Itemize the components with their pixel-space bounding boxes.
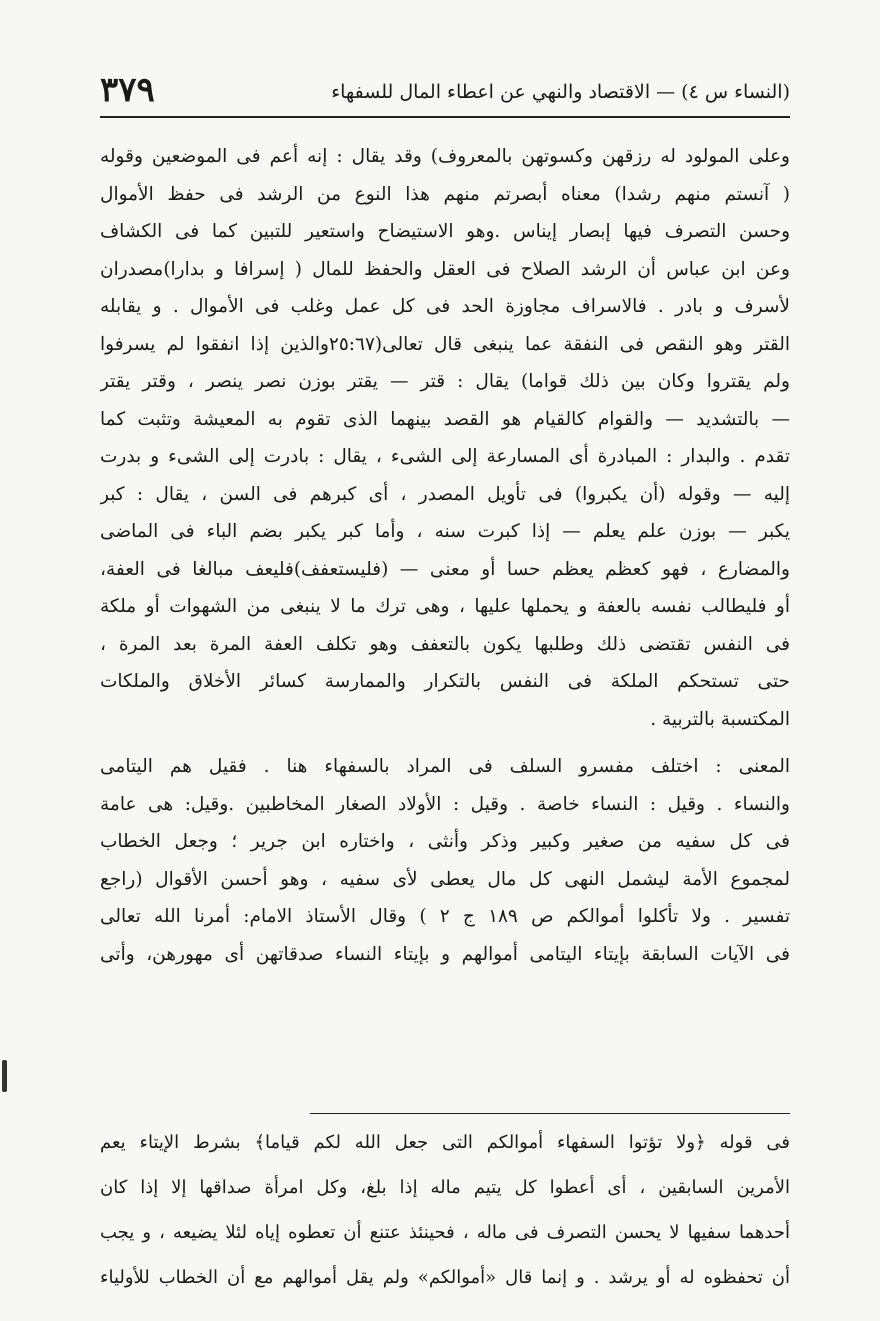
meaning-line: فى الآيات السابقة بإيتاء اليتامى أموالهم و بإيتاء النساء صدقاتهن أى مهورهن، وأتى [100,943,790,965]
text-line: القتر وهو النقص فى النفقة عما ينبغى قال تعالى(٢٥:٦٧والذين إذا انفقوا لم يسرفوا [100,333,790,355]
page-header [100,70,790,118]
footnote-line: الأمرين السابقين ، أى أعطوا كل يتيم ماله إذا بلغ، وكل امرأة صداقها إلا إذا كان [100,1177,790,1198]
page-number: ٣٧٩ [100,70,155,110]
meaning-line: تفسير . ولا تأكلوا أموالكم ص ١٨٩ ج ٢ ) وقال الأستاذ الامام: أمرنا الله تعالى [100,906,790,927]
footnote-line: أن تحفظوه له أو يرشد . و إنما قال «أموالكم» ولم يقل أموالهم مع أن الخطاب للأولياء [100,1267,790,1288]
main-text [100,138,790,973]
text-line: أو فليطالب نفسه بالعفة و يحملها عليها ، وهى ترك ما لا ينبغى من الشهوات أو ملكة [100,596,790,617]
text-line: يكبر — بوزن علم يعلم — إذا كبرت سنه ، وأما كبر يكبر بضم الباء فى الماضى [100,521,790,542]
meaning-line: والنساء . وقيل : النساء خاصة . وقيل : الأولاد الصغار المخاطبين .وقيل: هى عامة [100,793,790,815]
footnote-line: فى قوله ﴿ولا تؤتوا السفهاء أموالكم التى جعل الله لكم قياما﴾ بشرط الإيتاء يعم [100,1132,790,1153]
header-rule [100,116,790,118]
text-line: ولم يقتروا وكان بين ذلك قواما) يقال : قتر — يقتر بوزن نصر ينصر ، وقتر يقتر [100,371,790,392]
meaning-line: المعنى : اختلف مفسرو السلف فى المراد بالسفهاء هنا . فقيل هم اليتامى [100,756,790,777]
text-line: وعن ابن عباس أن الرشد الصلاح فى العقل والحفظ للمال ( إسرافا و بدارا)مصدران [100,258,790,280]
text-line: — بالتشديد — والقوام كالقيام هو القصد بينهما الذى تقوم به المعيشة وتثبت كما [100,408,790,430]
text-line: تقدم . والبدار : المبادرة أى المسارعة إلى الشىء ، يقال : بادرت إلى الشىء و بدرت [100,446,790,467]
footnote-line: أحدهما سفيها لا يحسن التصرف فى ماله ، فحينئذ عتنع أن تعطوه إياه لئلا يضيعه ، و يجب [100,1222,790,1243]
meaning-line: لمجموع الأمة ليشمل النهى كل مال يعطى لأى سفيه ، وهو أحسن الأقوال (راجع [100,868,790,890]
text-line: والمضارع ، فهو كعظم يعظم حسا أو معنى — (فليستعفف)فليعف مبالغا فى العفة، [100,558,790,580]
paragraph-gap [100,738,790,748]
meaning-line: فى كل سفيه من صغير وكبير وذكر وأنثى ، واختاره ابن جرير ؛ وجعل الخطاب [100,831,790,852]
text-line: وحسن التصرف فيها إبصار إيناس .وهو الاستيضاح واستعير للتبين كما فى الكشاف [100,221,790,242]
text-line: لأسرف و بادر . فالاسراف مجاوزة الحد فى كل عمل وغلب فى الأموال . و يقابله [100,296,790,317]
text-line: فى النفس تقتضى ذلك وطلبها يكون بالتعفف وهو تكلف العفة المرة بعد المرة ، [100,633,790,655]
running-head: (النساء س ٤) — الاقتصاد والنهي عن اعطاء المال للسفهاء [331,81,790,103]
scan-edge-mark [2,1060,7,1092]
text-line: ( آنستم منهم رشدا) معناه أبصرتم منهم هذا النوع من الرشد فى حفظ الأموال [100,183,790,205]
text-line: المكتسبة بالتربية . [650,708,790,730]
text-line: وعلى المولود له رزقهن وكسوتهن بالمعروف) وقد يقال : إنه أعم فى الموضعين وقوله [100,146,790,167]
footnote-rule [310,1113,790,1114]
footnote-block [100,1120,790,1300]
text-line: حتى تستحكم الملكة فى النفس بالتكرار والممارسة كسائر الأخلاق والملكات [100,671,790,692]
text-line: إليه — وقوله (أن يكبروا) فى تأويل المصدر ، أى كبرهم فى السن ، يقال : كبر [100,483,790,505]
